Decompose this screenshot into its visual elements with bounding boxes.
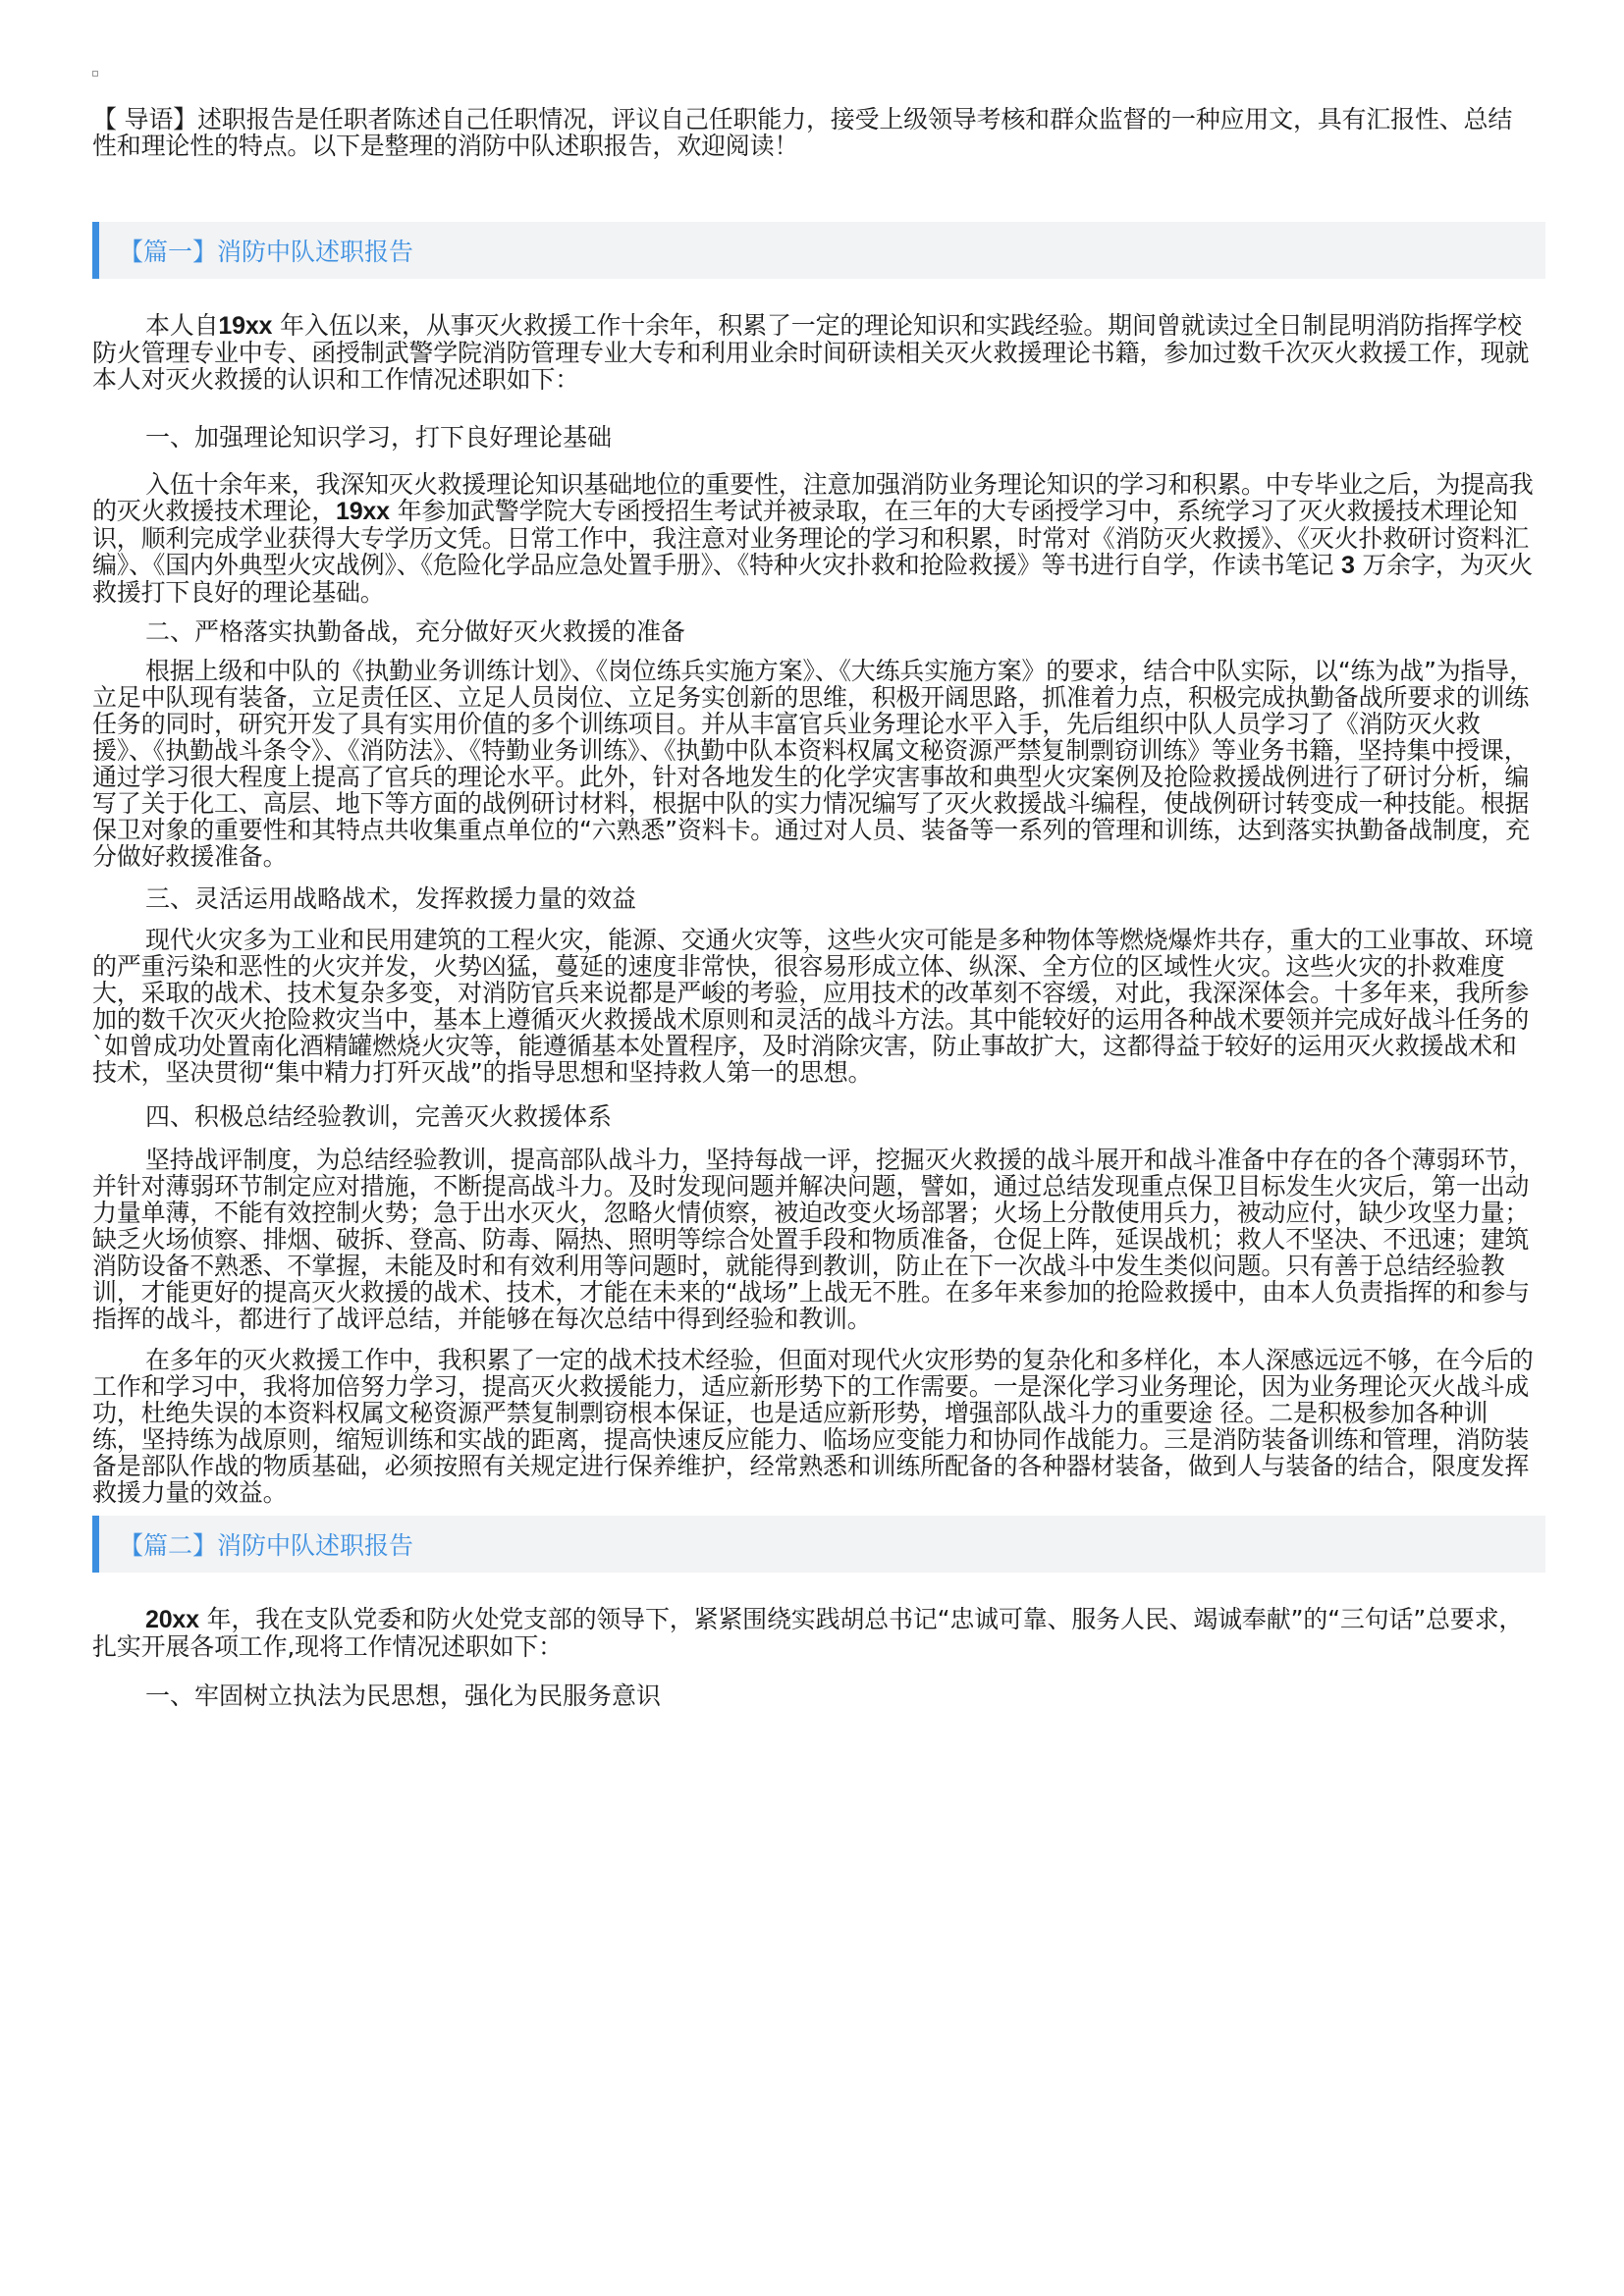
s1-paragraph-2: 入伍十余年来，我深知灭火救援理论知识基础地位的重要性，注意加强消防业务理论知识的学习和积累。中专毕业之后，为提高我的灭火救援技术理论，19xx 年参加武警学院大专函授招生考试并被录取，在三年的大专函授学习中，系统学习了灭火救援技术理论知识，顺利完成学业获得大专学历文凭。日常工作中，我注意对业务理论的学习和积累，时常对《消防灭火救援》、《灭火扑救研讨资料汇编》、《国内外典型火灾战例》、《危险化学品应急处置手册》、《特种火灾扑救和抢险救援》等书进行自学，作读书笔记 3 万余字，为灭火救援打下良好的理论基础。 bbox=[92, 470, 1534, 607]
s1-heading-2: 二、严格落实执勤备战，充分做好灭火救援的准备 bbox=[145, 617, 686, 646]
s1-heading-1: 一、加强理论知识学习，打下良好理论基础 bbox=[145, 423, 613, 452]
section-title-2: 【篇二】消防中队述职报告 bbox=[119, 1531, 414, 1560]
s2-paragraph-1: 20xx 年，我在支队党委和防火处党支部的领导下，紧紧围绕实践胡总书记“忠诚可靠、服务人民、竭诚奉献”的“三句话”总要求，扎实开展各项工作,现将工作情况述职如下： bbox=[92, 1605, 1524, 1661]
corner-mark bbox=[92, 71, 98, 77]
s1-paragraph-3: 根据上级和中队的《执勤业务训练计划》、《岗位练兵实施方案》、《大练兵实施方案》的要求，结合中队实际，以“练为战”为指导，立足中队现有装备，立足责任区、立足人员岗位、立足务实创新的思维，积极开阔思路，抓准着力点，积极完成执勤备战所要求的训练任务的同时，研究开发了具有实用价值的多个训练项目。并从丰富官兵业务理论水平入手，先后组织中队人员学习了《消防灭火救援》、《执勤战斗条令》、《消防法》、《特勤业务训练》、《执勤中队本资料权属文秘资源严禁复制剽窃训练》等业务书籍，坚持集中授课，通过学习很大程度上提高了官兵的理论水平。此外，针对各地发生的化学灾害事故和典型火灾案例及抢险救援战例进行了研讨分析，编写了关于化工、高层、地下等方面的战例研讨材料，根据中队的实力情况编写了灭火救援战斗编程，使战例研讨转变成一种技能。根据保卫对象的重要性和其特点共收集重点单位的“六熟悉”资料卡。通过对人员、装备等一系列的管理和训练，达到落实执勤备战制度，充分做好救援准备。 bbox=[92, 657, 1534, 871]
intro-paragraph: 【 导语】述职报告是任职者陈述自己任职情况，评议自己任职能力，接受上级领导考核和群众监督的一种应用文，具有汇报性、总结性和理论性的特点。以下是整理的消防中队述职报告，欢迎阅读！ bbox=[92, 105, 1513, 160]
s1-paragraph-6: 在多年的灭火救援工作中，我积累了一定的战术技术经验，但面对现代火灾形势的复杂化和多样化，本人深感远远不够，在今后的工作和学习中，我将加倍努力学习，提高灭火救援能力，适应新形势下的工作需要。一是深化学习业务理论，因为业务理论灭火战斗成功，杜绝失误的本资料权属文秘资源严禁复制剽窃根本保证，也是适应新形势，增强部队战斗力的重要途 径。二是积极参加各种训练，坚持练为战原则，缩短训练和实战的距离，提高快速反应能力、临场应变能力和协同作战能力。三是消防装备训练和管理，消防装备是部队作战的物质基础，必须按照有关规定进行保养维护，经常熟悉和训练所配备的各种器材装备，做到人与装备的结合，限度发挥救援力量的效益。 bbox=[92, 1346, 1534, 1507]
s1-paragraph-4: 现代火灾多为工业和民用建筑的工程火灾，能源、交通火灾等，这些火灾可能是多种物体等燃烧爆炸共存，重大的工业事故、环境的严重污染和恶性的火灾并发，火势凶猛，蔓延的速度非常快，很容易形成立体、纵深、全方位的区域性火灾。这些火灾的扑救难度大，采取的战术、技术复杂多变，对消防官兵来说都是严峻的考验，应用技术的改革刻不容缓，对此，我深深体会。十多年来，我所参加的数千次灭火抢险救灾当中，基本上遵循灭火救援战术原则和灵活的战斗方法。其中能较好的运用各种战术要领并完成好战斗任务的`如曾成功处置南化酒精罐燃烧火灾等，能遵循基本处置程序，及时消除灾害，防止事故扩大，这都得益于较好的运用灭火救援战术和技术，坚决贯彻“集中精力打歼灭战”的指导思想和坚持救人第一的思想。 bbox=[92, 926, 1534, 1087]
s2-heading-1: 一、牢固树立执法为民思想，强化为民服务意识 bbox=[145, 1682, 662, 1710]
s1-paragraph-5: 坚持战评制度，为总结经验教训，提高部队战斗力，坚持每战一评，挖掘灭火救援的战斗展开和战斗准备中存在的各个薄弱环节，并针对薄弱环节制定应对措施，不断提高战斗力。及时发现问题并解决问题，譬如，通过总结发现重点保卫目标发生火灾后，第一出动力量单薄，不能有效控制火势；急于出水灭火，忽略火情侦察，被迫改变火场部署；火场上分散使用兵力，被动应付，缺少攻坚力量；缺乏火场侦察、排烟、破拆、登高、防毒、隔热、照明等综合处置手段和物质准备，仓促上阵，延误战机；救人不坚决、不迅速；建筑消防设备不熟悉、不掌握，未能及时和有效利用等问题时，就能得到教训，防止在下一次战斗中发生类似问题。只有善于总结经验教训，才能更好的提高灭火救援的战术、技术，才能在未来的“战场”上战无不胜。在多年来参加的抢险救援中，由本人负责指挥的和参与指挥的战斗，都进行了战评总结，并能够在每次总结中得到经验和教训。 bbox=[92, 1146, 1534, 1333]
section-header-1 bbox=[92, 222, 1545, 279]
s1-heading-4: 四、积极总结经验教训，完善灭火救援体系 bbox=[145, 1102, 613, 1131]
s1-paragraph-1: 本人自19xx 年入伍以来，从事灭火救援工作十余年，积累了一定的理论知识和实践经验。期间曾就读过全日制昆明消防指挥学校防火管理专业中专、函授制武警学院消防管理专业大专和利用业余时间研读相关灭火救援理论书籍，参加过数千次灭火救援工作，现就本人对灭火救援的认识和工作情况述职如下： bbox=[92, 311, 1530, 394]
section-header-2 bbox=[92, 1516, 1545, 1573]
section-title-1: 【篇一】消防中队述职报告 bbox=[119, 238, 414, 266]
s1-heading-3: 三、灵活运用战略战术，发挥救援力量的效益 bbox=[145, 884, 637, 913]
